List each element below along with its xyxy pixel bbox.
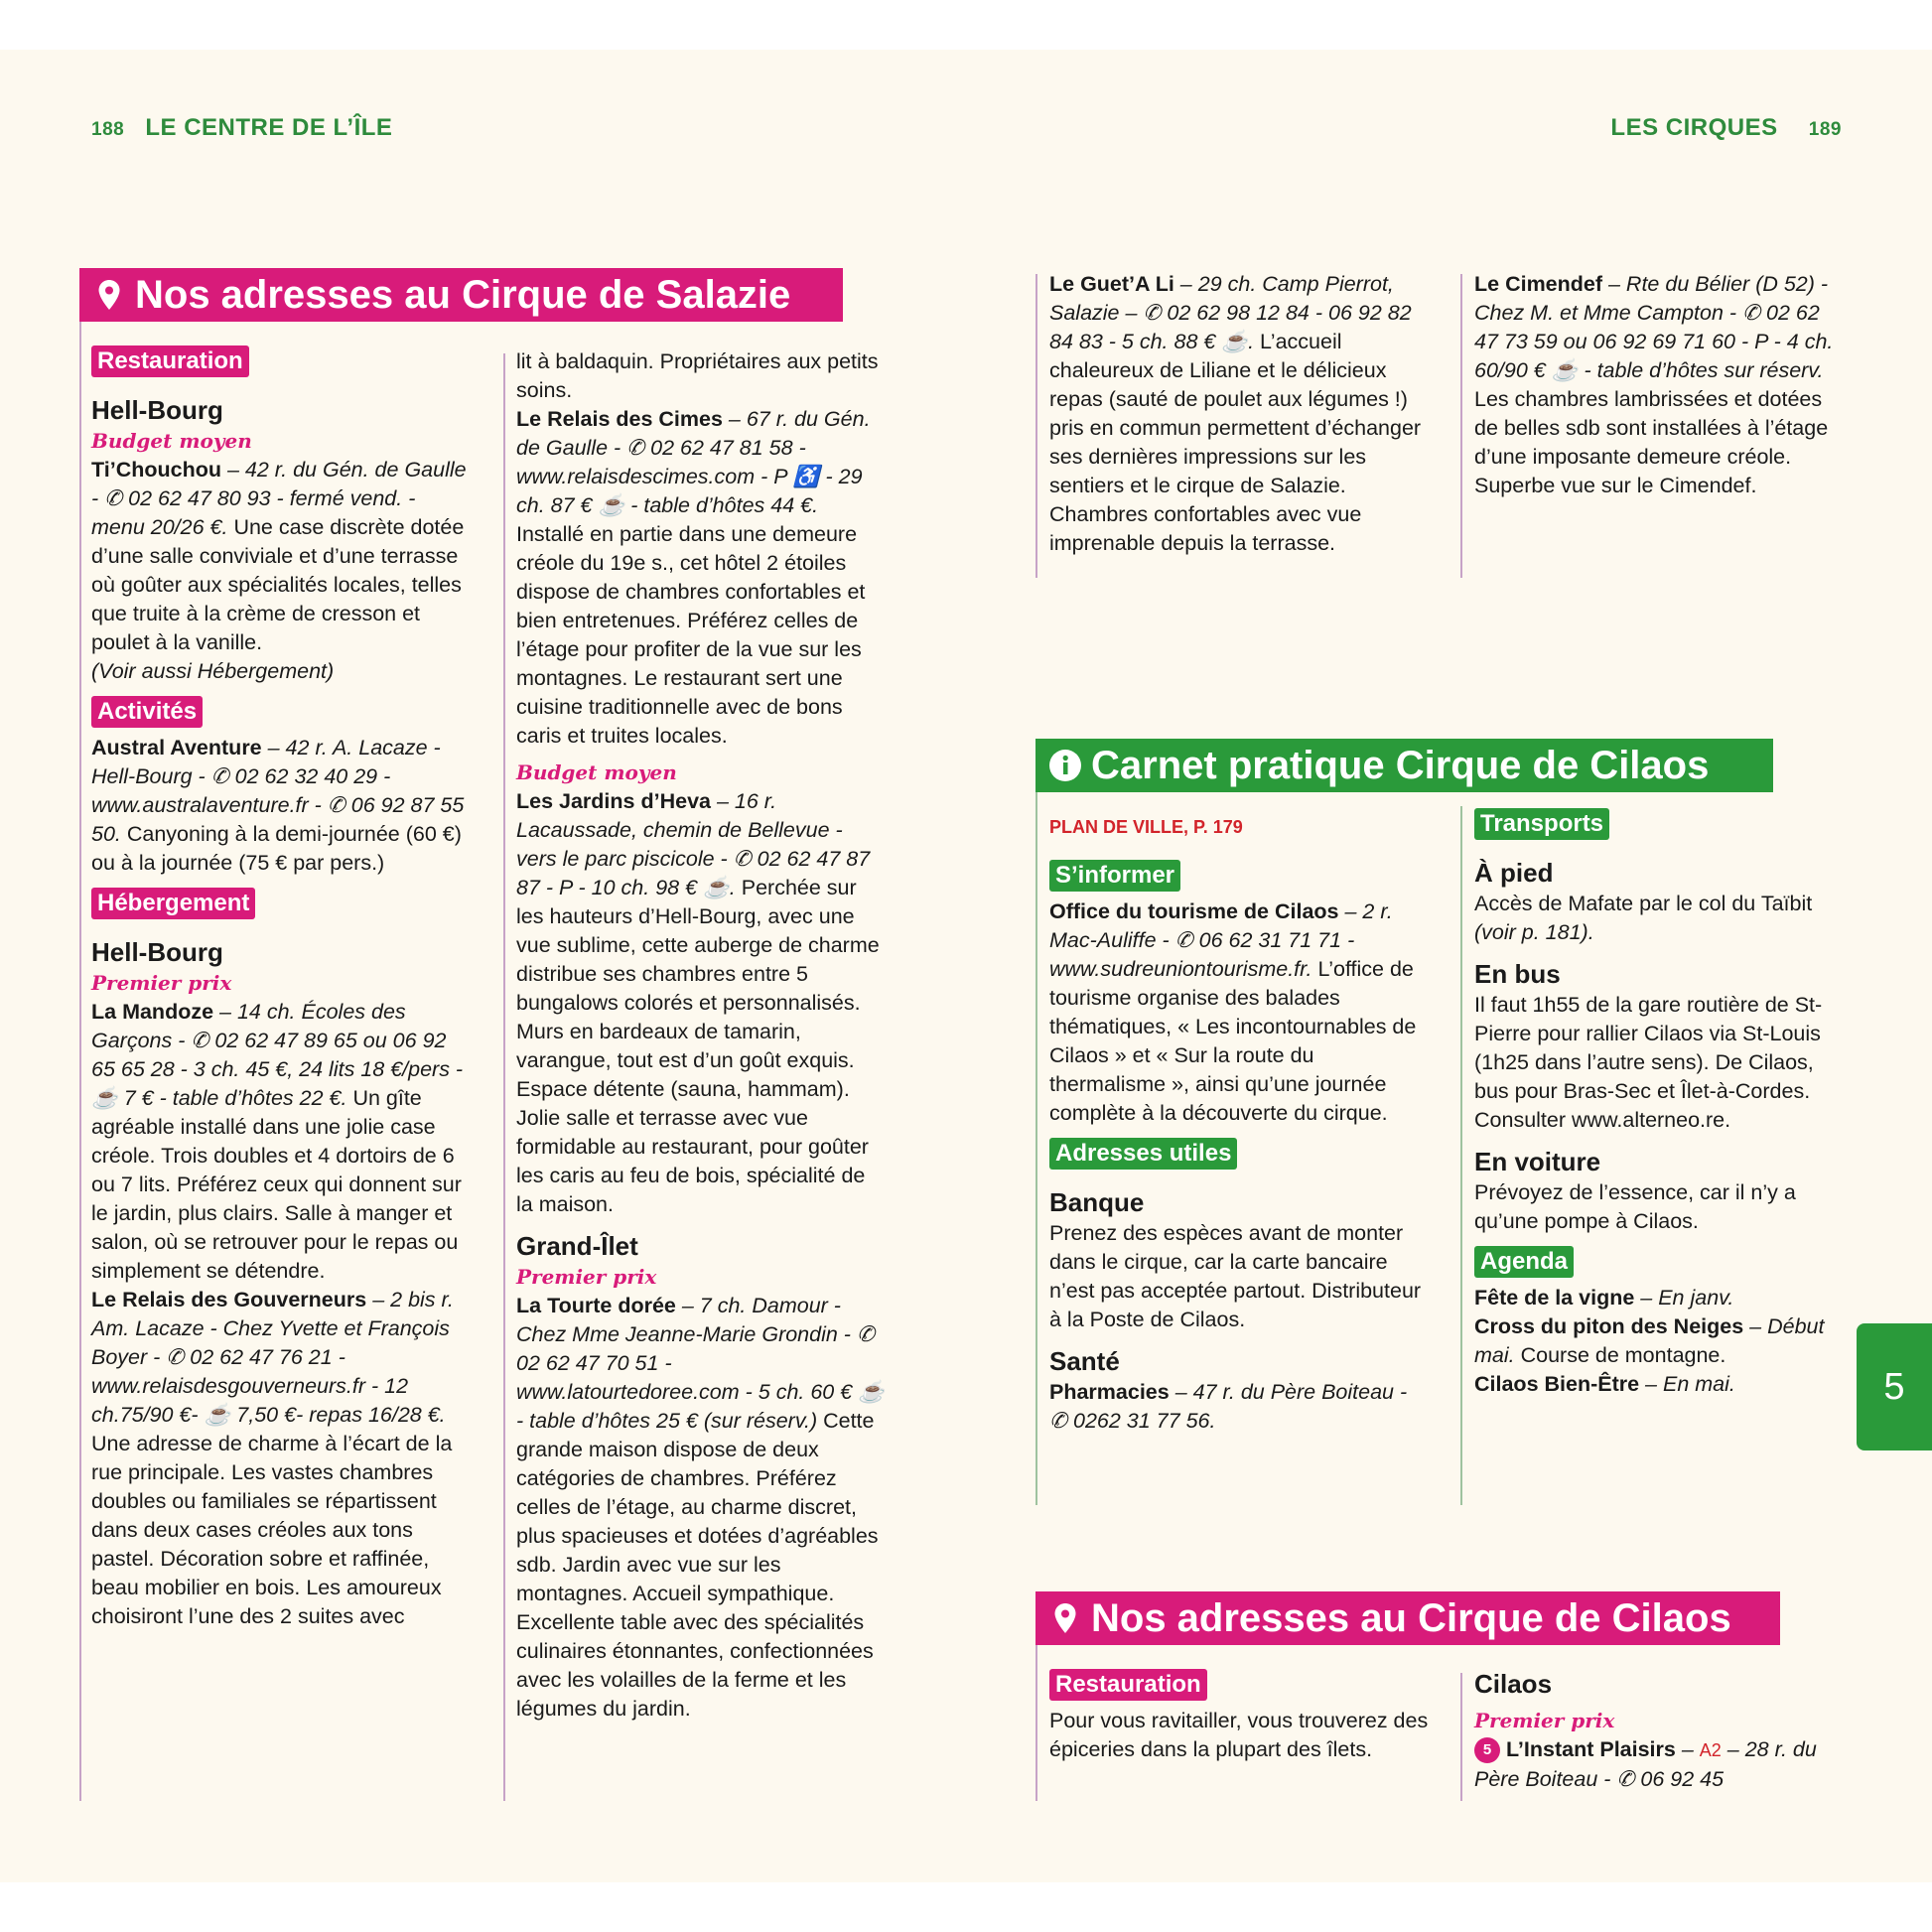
listing-name: Le Cimendef	[1474, 272, 1603, 296]
subsection-heading: En voiture	[1474, 1147, 1601, 1176]
salazie-column-3	[1049, 270, 1429, 558]
listing-name: Le Relais des Gouverneurs	[91, 1288, 367, 1311]
carnet-column-1	[1049, 812, 1429, 1436]
banque-text: Prenez des espèces avant de monter dans le cirque, car la carte bancaire n’est pas acceptée partout. Distributeur à la Poste de Cilaos.	[1049, 1221, 1422, 1331]
agenda-tag: Agenda	[1474, 1246, 1574, 1278]
event-name: Cilaos Bien-Être	[1474, 1372, 1640, 1396]
agenda-item	[1474, 1312, 1844, 1370]
apied-paragraph	[1474, 890, 1844, 947]
listing-office	[1049, 897, 1429, 1128]
continued-text: lit à baldaquin. Propriétaires aux petits soins.	[516, 349, 879, 402]
price-category: Premier prix	[91, 971, 232, 995]
column-rule	[503, 353, 505, 1801]
cilaos-section-title	[1035, 1591, 1780, 1645]
chapter-tab: 5	[1857, 1323, 1932, 1450]
event-name: Cross du piton des Neiges	[1474, 1314, 1744, 1338]
apied-text: Accès de Mafate par le col du Taïbit	[1474, 892, 1813, 915]
listing-description: Perchée sur les hauteurs d’Hell-Bourg, avec une vue sublime, cette auberge de charme distribue ses chambres entre 5 bungalows colorés et personnalisés. Murs en bardeaux de tamarin, varangue, tout est d’un goût exquis. Espace détente (sauna, hammam). Jolie salle et terrasse avec vue formidable au restaurant, pour goûter les caris au feu de bois, spécialité de la maison.	[516, 876, 880, 1216]
listing-info: – 2 bis r. Am. Lacaze - Chez Yvette et François Boyer - ✆ 02 62 47 76 21 - www.relaisdesgouverneurs.fr - 12 ch.75/90 €- ☕ 7,50 €- repas 16/28 €.	[91, 1288, 454, 1427]
listing-description: Un gîte agréable installé dans une jolie case créole. Trois doubles et 4 dortoirs de 6 ou 7 lits. Préférez ceux qui donnent sur le jardin, plus clairs. Salle à manger et salon, où se retrouver pour le repas ou simplement se détendre.	[91, 1086, 462, 1283]
carnet-section-title	[1035, 739, 1773, 792]
listing-name: Les Jardins d’Heva	[516, 789, 711, 813]
salazie-title-text: Nos adresses au Cirque de Salazie	[135, 273, 791, 317]
map-grid-ref: A2	[1699, 1740, 1722, 1760]
listing-tourte	[516, 1292, 888, 1724]
event-name: Fête de la vigne	[1474, 1286, 1635, 1310]
listing-tichouchou	[91, 456, 467, 657]
listing-name: La Tourte dorée	[516, 1294, 676, 1317]
cilaos-column-1	[1049, 1667, 1429, 1764]
column-rule	[1460, 274, 1462, 578]
listing-name: La Mandoze	[91, 1000, 214, 1024]
price-category: Budget moyen	[516, 760, 677, 784]
listing-description: Canyoning à la demi-journée (60 €) ou à la journée (75 € par pers.)	[91, 822, 462, 875]
event-date: – En mai.	[1639, 1372, 1735, 1396]
listing-info: – 2 r. Mac-Auliffe - ✆ 06 62 31 71 71 - www.sudreuniontourisme.fr.	[1049, 899, 1393, 981]
hebergement-tag: Hébergement	[91, 888, 255, 919]
listing-info: – 42 r. du Gén. de Gaulle - ✆ 02 62 47 80 93 - fermé vend. - menu 20/26 €.	[91, 458, 467, 539]
left-running-head: LE CENTRE DE L’ÎLE	[145, 114, 393, 141]
listing-description: Une case discrète dotée d’une salle conviviale et d’une terrasse où goûter aux spécialités locales, telles que truite à la crème de cresson et poulet à la vanille.	[91, 515, 465, 654]
right-folio	[1610, 114, 1842, 142]
transports-tag: Transports	[1474, 808, 1609, 840]
sinformer-tag: S’informer	[1049, 860, 1180, 892]
listing-name: L’Instant Plaisirs	[1505, 1737, 1676, 1761]
cilaos-title-text: Nos adresses au Cirque de Cilaos	[1091, 1596, 1731, 1640]
agenda-item	[1474, 1370, 1844, 1399]
listing-name: Le Relais des Cimes	[516, 407, 723, 431]
listing-info: – 14 ch. Écoles des Garçons - ✆ 02 62 47 89 65 ou 06 92 65 65 28 - 3 ch. 45 €, 24 lits 18 €/pers - ☕ 7 € - table d’hôtes 22 €.	[91, 1000, 464, 1110]
price-category: Premier prix	[516, 1265, 657, 1289]
event-date: – En janv.	[1634, 1286, 1734, 1310]
see-also-note: (Voir aussi Hébergement)	[91, 659, 335, 683]
column-rule	[1035, 274, 1037, 578]
listing-info: – 47 r. du Père Boiteau - ✆ 0262 31 77 56.	[1049, 1380, 1408, 1433]
listing-name: Pharmacies	[1049, 1380, 1170, 1404]
listing-gouverneurs	[91, 1286, 467, 1631]
subsection-heading: Santé	[1049, 1346, 1120, 1376]
listing-info: – 42 r. A. Lacaze - Hell-Bourg - ✆ 02 62 32 40 29 - www.australaventure.fr - ✆ 06 92 87 55 50.	[91, 736, 465, 846]
column-rule	[1460, 806, 1462, 1505]
column-rule	[1035, 792, 1037, 1505]
listing-description: Une adresse de charme à l’écart de la rue principale. Les vastes chambres doubles ou familiales se répartissent dans deux cases créoles aux tons pastel. Décoration sobre et raffinée, beau mobilier en bois. Les amoureux choisiront l’une des 2 suites avec	[91, 1432, 453, 1628]
price-category: Budget moyen	[91, 429, 252, 453]
locality-heading: Hell-Bourg	[91, 395, 223, 425]
left-page-number: 188	[91, 119, 125, 140]
event-description: Course de montagne.	[1514, 1343, 1726, 1367]
listing-pharmacies	[1049, 1378, 1429, 1436]
listing-name: Ti’Chouchou	[91, 458, 221, 482]
listing-guetali	[1049, 270, 1429, 558]
listing-cimes	[516, 405, 888, 751]
locality-heading: Grand-Îlet	[516, 1231, 638, 1261]
listing-mandoze	[91, 998, 467, 1286]
subsection-heading: En bus	[1474, 959, 1561, 989]
listing-austral	[91, 734, 467, 878]
city-map-reference: PLAN DE VILLE, P. 179	[1049, 817, 1243, 837]
right-running-head: LES CIRQUES	[1610, 114, 1778, 141]
activites-tag: Activités	[91, 696, 203, 728]
right-page-number: 189	[1808, 119, 1842, 140]
listing-name: Office du tourisme de Cilaos	[1049, 899, 1339, 923]
cilaos-column-2	[1474, 1667, 1844, 1794]
carnet-column-2	[1474, 806, 1844, 1399]
listing-info: – 16 r. Lacaussade, chemin de Bellevue - vers le parc piscicole - ✆ 02 62 47 87 87 - P - 10 ch. 98 € ☕.	[516, 789, 871, 899]
listing-description: Cette grande maison dispose de deux catégories de chambres. Préférez celles de l’étage, au charme discret, plus spacieuses et dotées d’agréables sdb. Jardin avec vue sur les montagnes. Accueil sympathique. Excellente table avec des spécialités culinaires étonnantes, confectionnées avec les volailles de la ferme et les légumes du jardin.	[516, 1409, 879, 1721]
listing-info: – Rte du Bélier (D 52) - Chez M. et Mme Campton - ✆ 02 62 47 73 59 ou 06 92 69 71 60 - P - 4 ch. 60/90 € ☕ - table d’hôtes sur réserv.	[1474, 272, 1834, 382]
cilaos-intro-text: Pour vous ravitailler, vous trouverez des épiceries dans la plupart des îlets.	[1049, 1709, 1429, 1761]
salazie-column-2	[516, 347, 888, 1724]
map-pin-icon	[91, 277, 127, 313]
restauration-tag: Restauration	[91, 345, 249, 377]
listing-description: L’accueil chaleureux de Liliane et le délicieux repas (sauté de poulet aux légumes !) pris en commun permettent d’échanger ses dernières impressions sur les sentiers et le cirque de Salazie. Chambres confortables avec vue imprenable depuis la terrasse.	[1049, 330, 1422, 555]
listing-cimendef	[1474, 270, 1844, 500]
left-folio	[91, 114, 392, 142]
see-also-note: (voir p. 181).	[1474, 920, 1594, 944]
listing-name: Le Guet’A Li	[1049, 272, 1174, 296]
salazie-section-title	[79, 268, 843, 322]
listing-description: Les chambres lambrissées et dotées de belles sdb sont installées à l’étage d’une imposante demeure créole. Superbe vue sur le Cimendef.	[1474, 387, 1829, 497]
listing-instant-plaisirs: 5 L’Instant Plaisirs – A2 – 28 r. du Père Boiteau - ✆ 06 92 45	[1474, 1737, 1817, 1791]
restauration-tag: Restauration	[1049, 1669, 1207, 1701]
column-rule	[79, 322, 81, 1801]
agenda-item	[1474, 1284, 1844, 1312]
price-category: Premier prix	[1474, 1709, 1615, 1732]
listing-info: – 29 ch. Camp Pierrot, Salazie – ✆ 02 62 98 12 84 - 06 92 82 84 83 - 5 ch. 88 € ☕.	[1049, 272, 1412, 353]
listing-info: – 7 ch. Damour - Chez Mme Jeanne-Marie Grondin - ✆ 02 62 47 70 51 - www.latourtedoree.com - 5 ch. 60 € ☕ - table d’hôtes 25 € (sur réserv.)	[516, 1294, 885, 1433]
map-number-badge: 5	[1474, 1737, 1500, 1763]
column-rule	[1035, 1645, 1037, 1801]
subsection-heading: Banque	[1049, 1187, 1145, 1217]
event-date: – Début mai.	[1474, 1314, 1825, 1367]
listing-heva	[516, 787, 888, 1219]
voiture-text: Prévoyez de l’essence, car il n’y a qu’une pompe à Cilaos.	[1474, 1180, 1796, 1233]
listing-info: – 67 r. du Gén. de Gaulle - ✆ 02 62 47 81 58 - www.relaisdescimes.com - P ♿ - 29 ch. 87 € ☕ - table d’hôtes 44 €.	[516, 407, 871, 517]
listing-name: Austral Aventure	[91, 736, 262, 759]
listing-description: L’office de tourisme organise des balades thématiques, « Les incontournables de Cilaos » et « Sur la route du thermalisme », ainsi qu’une journée complète à la découverte du cirque.	[1049, 957, 1417, 1125]
column-rule	[1460, 1673, 1462, 1801]
enbus-text: Il faut 1h55 de la gare routière de St-Pierre pour rallier Cilaos via St-Louis (1h25 dans l’autre sens). De Cilaos, bus pour Bras-Sec et Îlet-à-Cordes. Consulter www.alterneo.re.	[1474, 993, 1823, 1132]
locality-heading: Hell-Bourg	[91, 937, 223, 967]
listing-info: – 28 r. du Père Boiteau - ✆ 06 92 45	[1474, 1737, 1817, 1791]
salazie-column-4	[1474, 270, 1844, 500]
carnet-title-text: Carnet pratique Cirque de Cilaos	[1091, 744, 1710, 787]
locality-heading: Cilaos	[1474, 1669, 1553, 1699]
map-pin-icon	[1047, 1600, 1083, 1636]
listing-description: Installé en partie dans une demeure créole du 19e s., cet hôtel 2 étoiles dispose de chambres confortables et bien entretenues. Préférez celles de l’étage pour profiter de la vue sur les montagnes. Le restaurant sert une cuisine traditionnelle avec de bons caris et truites locales.	[516, 522, 866, 748]
subsection-heading: À pied	[1474, 858, 1554, 888]
salazie-column-1	[91, 344, 467, 1631]
adresses-utiles-tag: Adresses utiles	[1049, 1138, 1237, 1170]
info-icon	[1047, 748, 1083, 783]
